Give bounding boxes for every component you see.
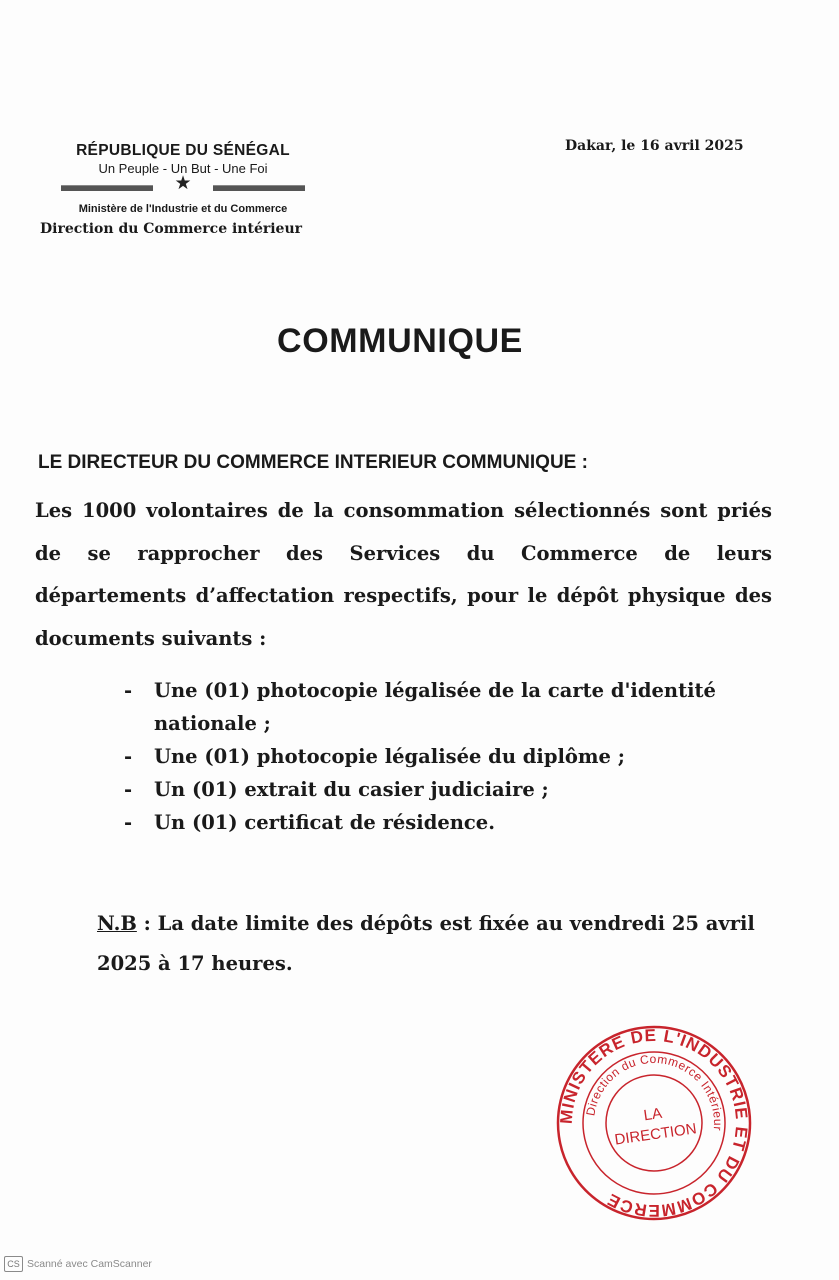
document-date: Dakar, le 16 avril 2025 [565, 138, 744, 154]
letterhead [38, 142, 328, 237]
body-paragraph: Les 1000 volontaires de la consommation sélectionnés sont priés de se rapprocher des Services du Commerce de leurs départements d’affectation respectifs, pour le dépôt physique des documents suivants : [35, 499, 772, 650]
required-documents-list [124, 674, 764, 839]
official-stamp [554, 1023, 754, 1223]
country-name: RÉPUBLIQUE DU SÉNÉGAL [76, 142, 290, 159]
nota-bene [97, 904, 787, 984]
nb-label: N.B [97, 912, 137, 935]
camscanner-logo: CS [4, 1256, 23, 1272]
direction-name: Direction du Commerce intérieur [40, 221, 303, 237]
flag-emblem [61, 173, 305, 194]
list-item: - Une (01) photocopie légalisée de la carte d'identité nationale ; [124, 674, 764, 740]
ministry-name: Ministère de l'Industrie et du Commerce [78, 203, 288, 215]
star-icon: ★ [174, 173, 192, 194]
stamp-center-line2: DIRECTION [613, 1120, 698, 1149]
national-motto: Un Peuple - Un But - Une Foi [98, 161, 268, 176]
scanner-credit: Scanné avec CamScanner [27, 1258, 152, 1270]
list-item: - Une (01) photocopie légalisée du diplôme ; [124, 740, 764, 773]
list-item: - Un (01) extrait du casier judiciaire ; [124, 773, 764, 806]
flag-bar-right [213, 185, 305, 191]
list-item: - Un (01) certificat de résidence. [124, 806, 764, 839]
stamp-center-line1: LA [642, 1104, 664, 1125]
stamp-outer-text: MINISTERE DE L'INDUSTRIE ET DU COMMERCE [556, 1025, 752, 1221]
intro-heading: LE DIRECTEUR DU COMMERCE INTERIEUR COMMUNIQUE : [38, 452, 588, 473]
document-title: COMMUNIQUE [277, 322, 523, 360]
flag-bar-left [61, 185, 153, 191]
nb-text: : La date limite des dépôts est fixée au vendredi 25 avril 2025 à 17 heures. [97, 912, 755, 975]
scanner-footer [4, 1256, 152, 1272]
stamp-inner-text: Direction du Commerce Intérieur [583, 1051, 726, 1132]
